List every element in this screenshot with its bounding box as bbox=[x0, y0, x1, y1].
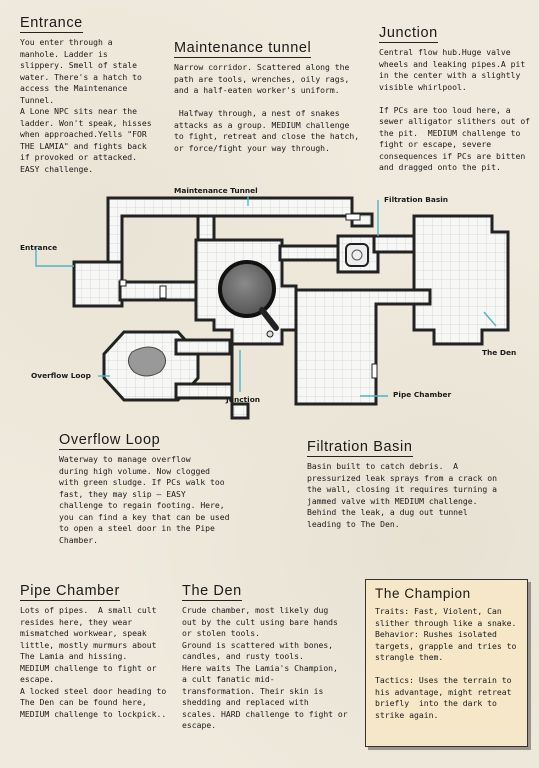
map-label-entrance: Entrance bbox=[20, 243, 58, 252]
den-text: Crude chamber, most likely dug out by the cult using bare hands or stolen tools. Ground is scattered with bones, candles, and rusty tools. Here waits The Lamia's Champion, a cult fanatic mid- transformation. Their skin is shedding and replaced with scales. HARD challenge to fight or escape. bbox=[182, 605, 348, 730]
junction-text: Central flow hub.Huge valve wheels and leaking pipes.A pit in the center with a slightly visible whirlpool. If PCs are too loud here, a sewer alligator slithers out of the pit. MEDIUM challenge to fight or escape, severe consequences if PCs are bitten and dragged onto the pit. bbox=[379, 47, 531, 172]
overflow-text: Waterway to manage overflow during high volume. Now clogged with green sludge. If PCs walk too fast, they may slip — EASY challenge to regain footing. Here, you can find a key that can be used to open a steel door in the Pipe Chamber. bbox=[59, 454, 230, 545]
section-overflow bbox=[59, 429, 259, 546]
filtration-pool bbox=[346, 244, 368, 266]
section-filtration bbox=[307, 436, 532, 530]
entrance-text: You enter through a manhole. Ladder is slippery. Smell of stale water. There's a hatch to access the Maintenance Tunnel. A Lone NPC sits near the ladder. Won't speak, hisses when approached.Yells "FOR THE LAMIA" and fights back if provoked or attacked. EASY challenge. bbox=[20, 37, 152, 174]
sludge-blob bbox=[128, 347, 165, 376]
junction-title: Junction bbox=[379, 25, 438, 41]
overflow-title: Overflow Loop bbox=[59, 432, 161, 448]
maintenance-text: Narrow corridor. Scattered along the path are tools, wrenches, oily rags, and a half-eaten worker's uniform. Halfway through, a nest of snakes attacks as a group. MEDIUM challenge to fight, retreat and close the hatch, or force/fight your way through. bbox=[174, 62, 360, 153]
map-label-pipe: Pipe Chamber bbox=[393, 390, 452, 399]
map-label-den: The Den bbox=[482, 348, 517, 357]
map-label-overflow: Overflow Loop bbox=[31, 371, 91, 380]
section-pipe bbox=[20, 580, 180, 720]
map-floor bbox=[74, 198, 508, 418]
champion-title: The Champion bbox=[375, 586, 471, 601]
maintenance-title: Maintenance tunnel bbox=[174, 40, 312, 56]
section-den bbox=[182, 580, 362, 732]
map-label-maintenance: Maintenance Tunnel bbox=[174, 186, 258, 195]
map-label-filtration: Filtration Basin bbox=[384, 195, 449, 204]
champion-box bbox=[365, 579, 528, 747]
pipe-text: Lots of pipes. A small cult resides here, they wear mismatched workwear, speak little, mostly murmurs about The Lamia and hissing. MEDIUM challenge to fight or escape. A locked steel door heading to The Den can be found here, MEDIUM challenge to lockpick.. bbox=[20, 605, 167, 719]
filtration-text: Basin built to catch debris. A pressurized leak sprays from a crack on the wall, closing it requires turning a jammed valve with MEDIUM challenge. Behind the leak, a dug out tunnel leading to The Den. bbox=[307, 461, 498, 529]
entrance-title: Entrance bbox=[20, 15, 83, 31]
champion-text: Traits: Fast, Violent, Can slither through like a snake. Behavior: Rushes isolated targets, grapple and tries to strangle them. Tactics: Uses the terrain to his advantage, might retreat briefly into the dark to strike again. bbox=[375, 606, 517, 720]
pipe-title: Pipe Chamber bbox=[20, 583, 120, 599]
map-label-junction: Junction bbox=[226, 395, 261, 404]
filtration-title: Filtration Basin bbox=[307, 439, 413, 455]
den-title: The Den bbox=[182, 583, 242, 599]
